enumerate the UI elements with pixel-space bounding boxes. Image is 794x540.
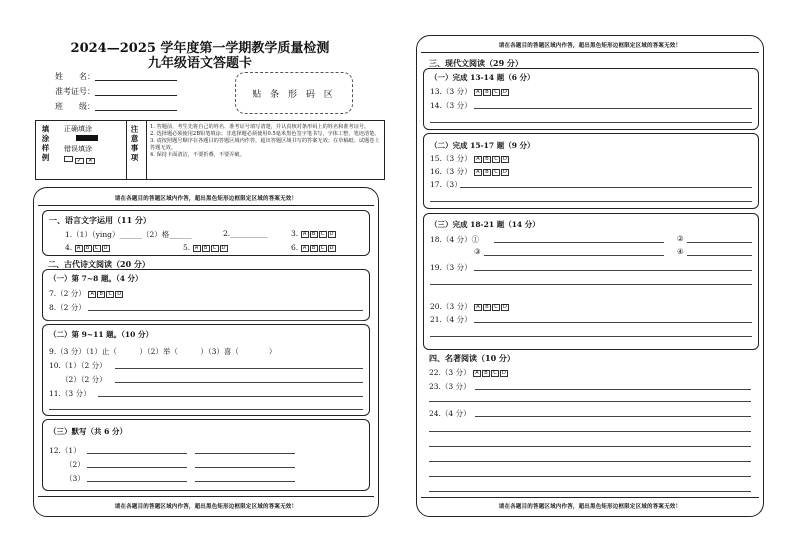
option-c[interactable]: C [106,291,114,298]
q19-label: 19.（3 分） [430,263,472,272]
note-item: 2. 选择题必须使用2B铅笔填涂；非选择题必须使用0.5毫米黑色签字笔书写，字体工整，笔迹清楚。 [150,131,380,137]
answer-line[interactable] [687,255,752,256]
exam-title: 2024—2025 学年度第一学期教学质量检测 [70,41,330,56]
section-2c-box [42,419,370,491]
answer-line[interactable] [87,481,187,482]
q21-label: 21.（4 分） [430,315,472,324]
answer-line[interactable] [115,382,363,383]
answer-line[interactable] [494,242,664,243]
class-label: 班 级： [55,102,95,111]
q10-1-label: 10.（1）（2 分） [49,361,107,370]
answer-line[interactable] [460,187,752,188]
option-c[interactable]: C [319,231,327,238]
option-c[interactable]: C [492,89,500,96]
answer-line[interactable] [195,453,295,454]
q14-label: 14.（3 分） [430,101,472,110]
answer-line[interactable] [429,446,751,447]
answer-line[interactable] [49,320,363,321]
answer-line[interactable] [475,389,751,390]
section-4-title: 四、名著阅读（10 分） [429,353,515,363]
left-answer-panel [33,187,379,517]
option-c[interactable]: C [492,304,500,311]
option-d[interactable]: D [328,231,336,238]
q18-2-label: ② [677,234,684,243]
section-3b-box [423,133,759,209]
q5-label: 5. A B C D [183,243,229,252]
name-field[interactable] [95,80,177,81]
section-3c-box [423,213,759,350]
q18-1-label: 18.（4 分）① [430,235,480,244]
q12-1-label: 12.（1） [49,446,81,455]
option-d[interactable]: D [501,156,509,163]
option-b[interactable]: B [482,370,490,377]
option-a[interactable]: A [474,169,482,176]
option-c[interactable]: C [492,156,500,163]
q24-label: 24.（4 分） [429,409,471,418]
option-a[interactable]: A [474,89,482,96]
q3-label: 3. A B C D [291,229,337,238]
q18-3-label: ③ [474,247,481,256]
section-2b-title: （二）第 9~11 题。（10 分） [49,330,153,339]
correct-fill-sample [76,135,98,141]
section-2a-box [42,269,370,321]
barcode-area: 贴 条 形 码 区 [235,72,353,114]
option-b[interactable]: B [84,245,92,252]
answer-line[interactable] [430,336,752,337]
option-b[interactable]: B [310,245,318,252]
option-b[interactable]: B [483,156,491,163]
answer-line[interactable] [429,461,751,462]
answer-line[interactable] [49,409,363,410]
option-d[interactable]: D [220,245,228,252]
section-2a-title: （一）第 7~8 题。（4 分） [49,274,143,283]
option-d[interactable]: D [102,245,110,252]
divider [421,52,759,53]
instructions-box [35,120,385,180]
right-answer-panel [416,35,764,517]
option-d[interactable]: D [501,304,509,311]
section-3c-title: （三）完成 18-21 题（14 分） [430,220,540,229]
q18-4-label: ④ [677,247,684,256]
section-1-box [42,210,370,256]
option-d[interactable]: D [501,169,509,176]
wrong-fill-sample: ✓ ✕ [64,156,124,165]
option-b[interactable]: B [483,304,491,311]
option-a[interactable]: A [88,291,96,298]
answer-line[interactable] [474,322,752,323]
answer-line[interactable] [474,108,752,109]
section-3-title: 三、现代文阅读（29 分） [429,58,523,68]
warning-text: 请在各题目的答题区域内作答，超出黑色矩形边框限定区域的答案无效！ [498,43,682,49]
answer-line[interactable] [195,467,295,468]
option-a[interactable]: A [75,245,83,252]
answer-line[interactable] [429,476,751,477]
wrong-fill-label: 错误填涂 [64,145,92,153]
answer-line[interactable] [430,201,752,202]
q9-answer[interactable]: 9.（3 分）（1）止（ ）（2）举（ ）（3）喜（ ） [49,347,277,356]
answer-line[interactable] [115,368,363,369]
correct-fill-label: 正确填涂 [64,125,92,133]
q8-label: 8.（2 分） [49,303,86,312]
answer-line[interactable] [430,122,752,123]
option-c[interactable]: C [211,245,219,252]
divider [126,121,127,179]
divider [146,121,147,179]
option-d[interactable]: D [115,291,123,298]
option-d[interactable]: D [501,89,509,96]
q11-label: 11.（3 分） [49,389,91,398]
option-c[interactable]: C [93,245,101,252]
q23-label: 23.（3 分） [429,382,471,391]
q7-label: 7.（2 分） A B C D [49,288,124,299]
q13-label: 13.（3 分） A B C D [430,86,510,97]
q12-2-label: （2） [65,460,85,469]
answer-line[interactable] [87,453,187,454]
warning-text: 请在各题目的答题区域内作答，超出黑色矩形边框限定区域的答案无效！ [114,196,298,202]
section-2c-title: （三）默写（共 6 分） [49,427,127,436]
section-2b-box [42,324,370,416]
option-d[interactable]: D [500,370,508,377]
option-a[interactable]: A [301,231,309,238]
answer-line[interactable] [475,416,751,417]
option-b[interactable]: B [202,245,210,252]
exam-number-field[interactable] [95,95,177,96]
answer-line[interactable] [429,401,751,402]
option-a[interactable]: A [474,156,482,163]
q22-label: 22.（3 分） A B C D [429,367,509,378]
answer-line[interactable] [687,242,752,243]
option-b[interactable]: B [310,231,318,238]
answer-line[interactable] [195,481,295,482]
option-a[interactable]: A [474,304,482,311]
answer-line[interactable] [484,255,664,256]
section-2-title: 二、古代诗文阅读（20 分） [48,259,150,269]
section-3a-box [423,68,759,130]
answer-line[interactable] [429,491,751,492]
option-a[interactable]: A [193,245,201,252]
option-c[interactable]: C [491,370,499,377]
name-label: 姓 名： [55,72,95,81]
answer-line[interactable] [98,396,363,397]
q4-label: 4. A B C D [65,243,111,252]
q2-answer[interactable]: 2.__________ [223,229,268,238]
exam-number-label: 准考证号： [55,87,95,96]
section-1-title: 一、语言文字运用（11 分） [49,215,151,225]
q16-label: 16.（3 分） A B C D [430,166,510,177]
q17-label: 17.（3） [430,180,462,189]
q6-label: 6. A B C D [291,243,337,252]
notes-label: 注意事项 [130,125,139,163]
note-item: 1. 答题前，考生先将自己的姓名、准考证号填写清楚，并认真核对条形码上的姓名和准考证号。 [150,124,370,130]
answer-sheet-title: 九年级语文答题卡 [147,56,252,71]
q15-label: 15.（3 分） A B C D [430,153,510,164]
option-a[interactable]: A [473,370,481,377]
divider [421,497,759,498]
divider [38,496,374,497]
notes-list [150,124,382,159]
answer-line[interactable] [430,284,752,285]
q20-label: 20.（3 分） A B C D [430,301,510,312]
note-item: 4. 保持卡面清洁，不要折叠，不要弄破。 [150,152,245,158]
option-b[interactable]: B [483,89,491,96]
warning-text: 请在各题目的答题区域内作答，超出黑色矩形边框限定区域的答案无效！ [498,504,682,510]
option-a[interactable]: A [301,245,309,252]
q12-3-label: （3） [65,474,85,483]
option-b[interactable]: B [483,169,491,176]
answer-line[interactable] [87,467,187,468]
warning-text: 请在各题目的答题区域内作答，超出黑色矩形边框限定区域的答案无效！ [114,504,298,510]
divider [38,205,374,206]
option-b[interactable]: B [97,291,105,298]
note-item: 3. 请按照题号顺序在各题目的答题区域内作答，超出答题区域书写的答案无效；在草稿纸、试题卷上答题无效。 [150,138,380,151]
option-d[interactable]: D [328,245,336,252]
answer-line[interactable] [429,431,751,432]
answer-line[interactable] [88,310,363,311]
class-field[interactable] [95,110,177,111]
q10-2-label: （2）（2 分） [61,375,107,384]
option-c[interactable]: C [492,169,500,176]
option-c[interactable]: C [319,245,327,252]
section-3a-title: （一）完成 13-14 题（6 分） [430,73,535,82]
section-3b-title: （二）完成 15-17 题（9 分） [430,141,535,150]
q1-answer[interactable]: 1.（1）（ying）______（2）格______ [65,230,192,239]
fill-example-label: 填涂样例 [41,125,50,163]
answer-line[interactable] [474,270,752,271]
